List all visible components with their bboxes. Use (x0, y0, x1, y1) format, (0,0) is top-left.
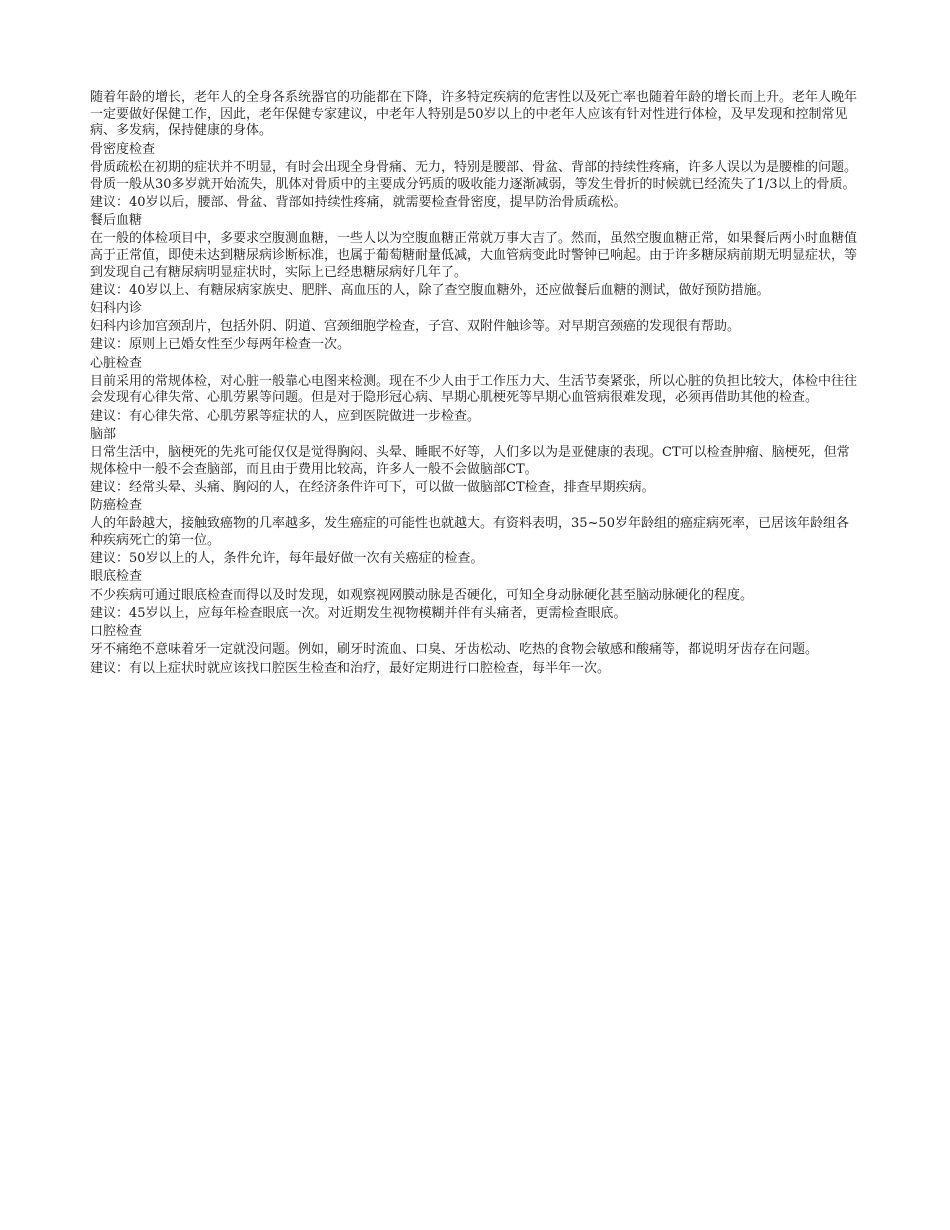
section-advice-cancer-screening: 建议：50岁以上的人，条件允许，每年最好做一次有关癌症的检查。 (90, 551, 484, 567)
section-advice-oral: 建议：有以上症状时就应该找口腔医生检查和治疗，最好定期进行口腔检查，每半年一次。 (90, 660, 611, 676)
section-body-cancer-screening: 人的年龄越大，接触致癌物的几率越多，发生癌症的可能性也就越大。有资料表明，35~50岁年龄组的癌症病死率，已居该年龄组各种疾病死亡的第一位。 (90, 516, 849, 549)
document-body (90, 90, 860, 679)
section-body-heart: 目前采用的常规体检，对心脏一般靠心电图来检测。现在不少人由于工作压力大、生活节奏紧张，所以心脏的负担比较大，体检中往往会发现有心律失常、心肌劳累等问题。但是对于隐形冠心病、早期心肌梗死等早期心血管病很难发现，必须再借助其他的检查。 (90, 373, 858, 406)
section-heading-bone-density: 骨密度检查 (90, 141, 156, 157)
section-heading-oral: 口腔检查 (90, 624, 143, 640)
section-heading-cancer-screening: 防癌检查 (90, 498, 143, 514)
section-advice-brain: 建议：经常头晕、头痛、胸闷的人，在经济条件许可下，可以做一做脑部CT检查，排查早期疾病。 (90, 479, 655, 495)
section-heading-heart: 心脏检查 (90, 355, 143, 371)
section-advice-bone-density: 建议：40岁以后，腰部、骨盆、背部如持续性疼痛，就需要检查骨密度，提早防治骨质疏松。 (90, 194, 627, 210)
section-heading-brain: 脑部 (90, 426, 117, 442)
section-body-bone-density: 骨质疏松在初期的症状并不明显，有时会出现全身骨痛、无力，特别是腰部、骨盆、背部的持续性疼痛，许多人误以为是腰椎的问题。骨质一般从30多岁就开始流失，肌体对骨质中的主要成分钙质的吸收能力逐渐减弱，等发生骨折的时候就已经流失了1/3以上的骨质。 (90, 159, 858, 192)
section-body-fundus: 不少疾病可通过眼底检查而得以及时发现，如观察视网膜动脉是否硬化，可知全身动脉硬化甚至脑动脉硬化的程度。 (90, 587, 754, 603)
section-heading-gynecology: 妇科内诊 (90, 300, 143, 316)
section-heading-fundus: 眼底检查 (90, 569, 143, 585)
section-body-brain: 日常生活中，脑梗死的先兆可能仅仅是觉得胸闷、头晕、睡眠不好等，人们多以为是亚健康的表现。CT可以检查肿瘤、脑梗死，但常规体检中一般不会查脑部，而且由于费用比较高，许多人一般不会做脑部CT。 (90, 445, 850, 477)
section-body-oral: 牙不痛绝不意味着牙一定就没问题。例如，刷牙时流血、口臭、牙齿松动、吃热的食物会敏感和酸痛等，都说明牙齿存在问题。 (90, 642, 819, 658)
section-body-postprandial-glucose: 在一般的体检项目中，多要求空腹测血糖，一些人以为空腹血糖正常就万事大吉了。然而，虽然空腹血糖正常，如果餐后两小时血糖值高于正常值，即使未达到糖尿病诊断标准，也属于葡萄糖耐量低减，大血管病变此时警钟已响起。由于许多糖尿病前期无明显症状，等到发现自己有糖尿病明显症状时，实际上已经患糖尿病好几年了。 (90, 231, 858, 280)
section-body-gynecology: 妇科内诊加宫颈刮片，包括外阴、阴道、宫颈细胞学检查，子宫、双附件触诊等。对早期宫颈癌的发现很有帮助。 (90, 319, 741, 335)
section-advice-heart: 建议：有心律失常、心肌劳累等症状的人，应到医院做进一步检查。 (90, 408, 481, 424)
section-heading-postprandial-glucose: 餐后血糖 (90, 212, 143, 228)
section-advice-postprandial-glucose: 建议：40岁以上、有糖尿病家族史、肥胖、高血压的人，除了查空腹血糖外，还应做餐后血糖的测试，做好预防措施。 (90, 282, 770, 298)
section-advice-gynecology: 建议：原则上已婚女性至少每两年检查一次。 (90, 337, 351, 353)
section-advice-fundus: 建议：45岁以上，应每年检查眼底一次。对近期发生视物模糊并伴有头痛者，更需检查眼底。 (90, 605, 627, 621)
intro-paragraph: 随着年龄的增长，老年人的全身各系统器官的功能都在下降，许多特定疾病的危害性以及死亡率也随着年龄的增长而上升。老年人晚年一定要做好保健工作，因此，老年保健专家建议，中老年人特别是50岁以上的中老年人应该有针对性进行体检，及早发现和控制常见病、多发病，保持健康的身体。 (90, 90, 858, 139)
